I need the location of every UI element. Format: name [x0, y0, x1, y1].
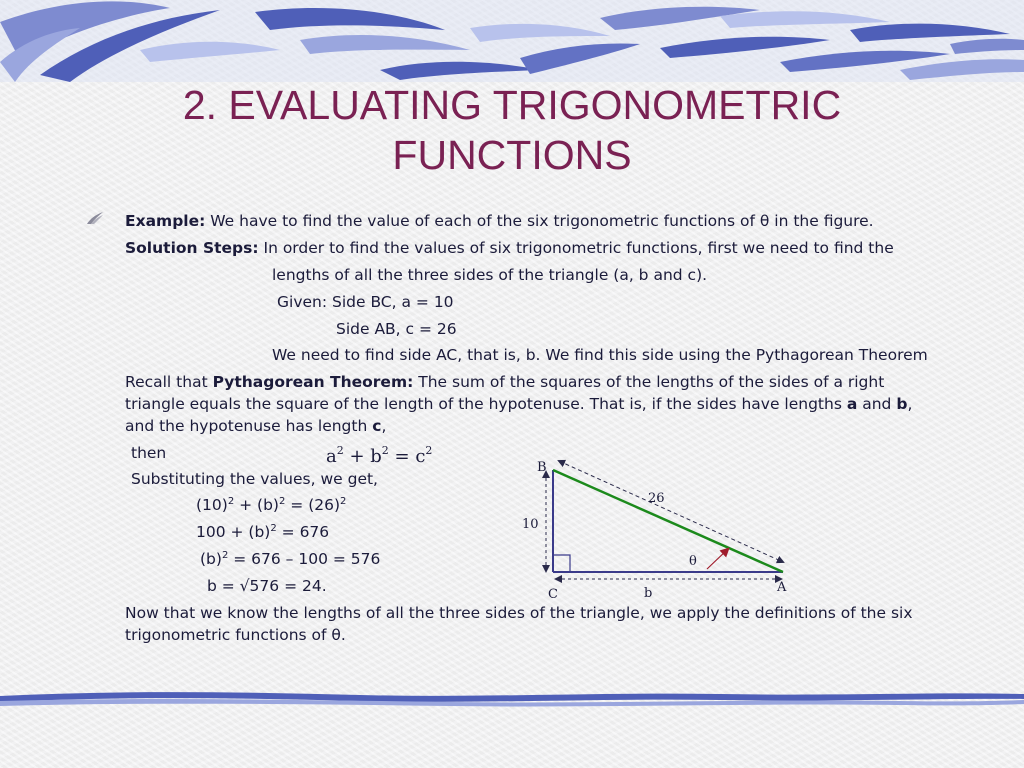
recall-line-3-end: , — [381, 417, 387, 435]
side-ab-label: 26 — [648, 491, 665, 506]
conclusion-line-2: trigonometric functions of θ. — [125, 626, 346, 644]
conclusion-line-1: Now that we know the lengths of all the three sides of the triangle, we apply the definitions of the six — [125, 604, 913, 622]
pythagorean-formula — [326, 446, 432, 467]
title-line-2: FUNCTIONS — [392, 132, 632, 178]
formula-c-exp: 2 — [425, 444, 433, 457]
side-a-bold: a — [846, 395, 858, 413]
step-1-part-a: (10) — [196, 496, 228, 514]
recall-line-3 — [125, 416, 386, 436]
angle-theta-label: θ — [689, 554, 697, 569]
example-line — [125, 211, 874, 231]
recall-line-1-rest: The sum of the squares of the lengths of the sides of a right — [413, 373, 885, 391]
step-2-part-a: 100 + (b) — [196, 523, 271, 541]
formula-a-exp: 2 — [336, 444, 344, 457]
step-2 — [196, 522, 329, 542]
right-angle-mark — [553, 555, 570, 572]
side-ac-label: b — [644, 586, 653, 601]
side-bc-label: 10 — [522, 517, 539, 532]
step-1-exp-a: 2 — [227, 496, 235, 507]
side-b-bold: b — [896, 395, 908, 413]
step-1-exp-b: 2 — [278, 496, 286, 507]
solution-line-1 — [125, 238, 894, 258]
step-1-part-b: + (b) — [234, 496, 279, 514]
recall-line-2 — [125, 394, 912, 414]
recall-line-2-text: triangle equals the square of the length of the hypotenuse. That is, if the sides have lengths — [125, 395, 847, 413]
substituting-line: Substituting the values, we get, — [131, 470, 378, 488]
bullet-icon — [86, 211, 104, 225]
step-3-part-a: (b) — [200, 550, 222, 568]
step-1-exp-c: 2 — [340, 496, 347, 507]
recall-and: and — [857, 395, 897, 413]
top-wave-decoration — [0, 0, 1024, 82]
given-side-ab: Side AB, c = 26 — [336, 320, 457, 338]
angle-arrow — [707, 549, 728, 569]
formula-c: c — [415, 446, 426, 467]
need-side-ac: We need to find side AC, that is, b. We find this side using the Pythagorean Theorem — [272, 346, 928, 364]
step-3-part-b: = 676 – 100 = 576 — [228, 550, 381, 568]
step-3 — [200, 549, 380, 569]
vertex-b-label: B — [537, 460, 547, 475]
side-c-bold: c — [372, 417, 382, 435]
title-line-1: 2. EVALUATING TRIGONOMETRIC — [182, 82, 842, 128]
then-label: then — [131, 444, 167, 462]
formula-a: a — [326, 446, 337, 467]
vertex-c-label: C — [548, 587, 558, 602]
recall-line-3-text: and the hypotenuse has length — [125, 417, 373, 435]
dim-arrow-ab — [559, 461, 783, 562]
formula-plus: + — [343, 446, 371, 467]
slide-title — [0, 80, 1024, 180]
formula-b-exp: 2 — [381, 444, 389, 457]
recall-line-1 — [125, 372, 884, 392]
step-2-part-b: = 676 — [276, 523, 330, 541]
right-triangle-figure — [515, 455, 800, 605]
formula-b: b — [370, 446, 382, 467]
step-3-exp: 2 — [221, 550, 229, 561]
vertex-a-label: A — [777, 580, 787, 595]
example-text: We have to find the value of each of the six trigonometric functions of θ in the figure. — [205, 212, 874, 230]
hypotenuse-line — [553, 470, 783, 572]
step-1-part-c: = (26) — [285, 496, 341, 514]
pythagorean-label: Pythagorean Theorem: — [212, 373, 414, 391]
solution-label: Solution Steps: — [125, 239, 259, 257]
recall-prefix: Recall that — [125, 373, 213, 391]
example-label: Example: — [125, 212, 206, 230]
step-1 — [196, 495, 346, 515]
step-2-exp: 2 — [270, 523, 277, 534]
solution-text-1: In order to find the values of six trigonometric functions, first we need to find the — [258, 239, 894, 257]
bottom-wave-decoration — [0, 686, 1024, 710]
recall-comma: , — [907, 395, 913, 413]
solution-line-2: lengths of all the three sides of the triangle (a, b and c). — [272, 266, 708, 284]
given-side-bc: Given: Side BC, a = 10 — [277, 293, 454, 311]
formula-equals: = — [388, 446, 416, 467]
step-4: b = √576 = 24. — [207, 577, 327, 595]
